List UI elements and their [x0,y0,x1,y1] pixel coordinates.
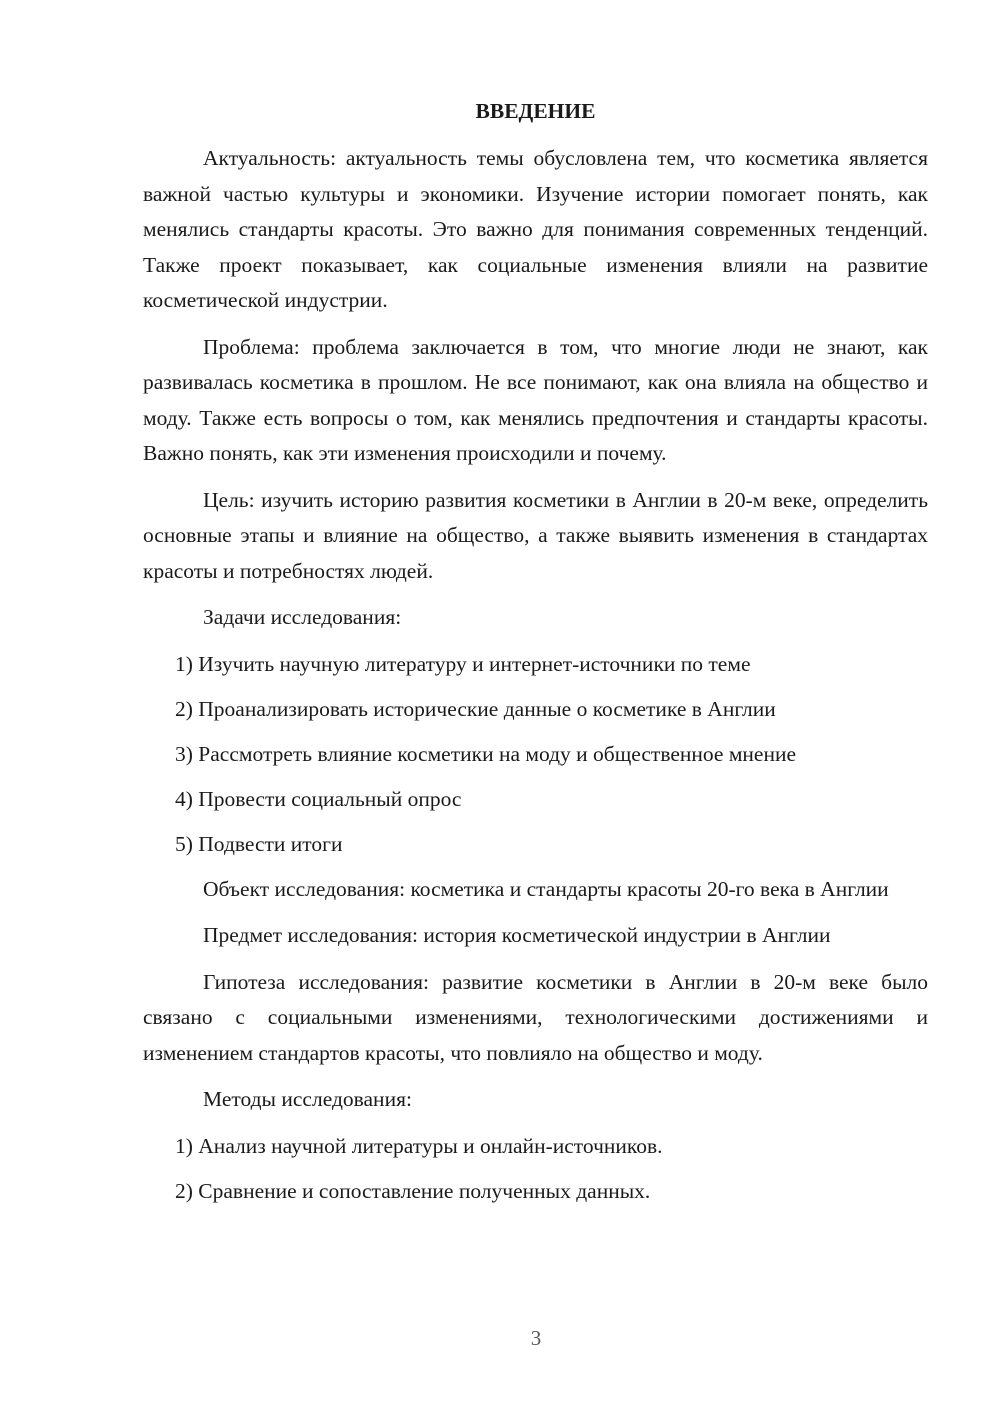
list-item: 4) Провести социальный опрос [175,786,462,811]
problem-paragraph: Проблема: проблема заключается в том, что многие люди не знают, как развивалась косметика в прошлом. Не все понимают, как она влияла на общество и моду. Также есть вопросы о том, как менялись предпочтения и стандарты красоты. Важно понять, как эти изменения происходили и почему. [143,334,928,465]
subject-paragraph: Предмет исследования: история косметической индустрии в Англии [203,923,831,947]
list-item: 3) Рассмотреть влияние косметики на моду и общественное мнение [175,741,797,766]
document-page [143,94,928,1219]
page-number: 3 [530,1326,542,1350]
object-paragraph: Объект исследования: косметика и стандарты красоты 20-го века в Англии [203,876,889,901]
relevance-paragraph: Актуальность: актуальность темы обусловлена тем, что косметика является важной частью культуры и экономики. Изучение истории помогает понять, как менялись стандарты красоты. Это важно для понимания современных тенденций. Также проект показывает, как социальные изменения влияли на развитие косметической индустрии. [143,146,928,312]
list-item: 5) Подвести итоги [175,831,343,856]
hypothesis-paragraph: Гипотеза исследования: развитие косметики в Англии в 20-м веке было связано с социальными изменениями, технологическими достижениями и изменением стандартов красоты, что повлияло на общество и моду. [143,969,928,1065]
list-item: 2) Сравнение и сопоставление полученных данных. [175,1178,651,1203]
list-item: 1) Изучить научную литературу и интернет-источники по теме [175,651,751,676]
tasks-title: Задачи исследования: [203,605,402,629]
methods-list [143,1129,928,1209]
tasks-list [143,647,928,862]
list-item: 1) Анализ научной литературы и онлайн-источников. [175,1133,663,1158]
goal-paragraph: Цель: изучить историю развития косметики в Англии в 20-м веке, определить основные этапы и влияние на общество, а также выявить изменения в стандартах красоты и потребностях людей. [143,487,928,583]
section-heading: ВВЕДЕНИЕ [475,99,596,123]
methods-title: Методы исследования: [203,1087,412,1111]
list-item: 2) Проанализировать исторические данные о косметике в Англии [175,696,776,721]
